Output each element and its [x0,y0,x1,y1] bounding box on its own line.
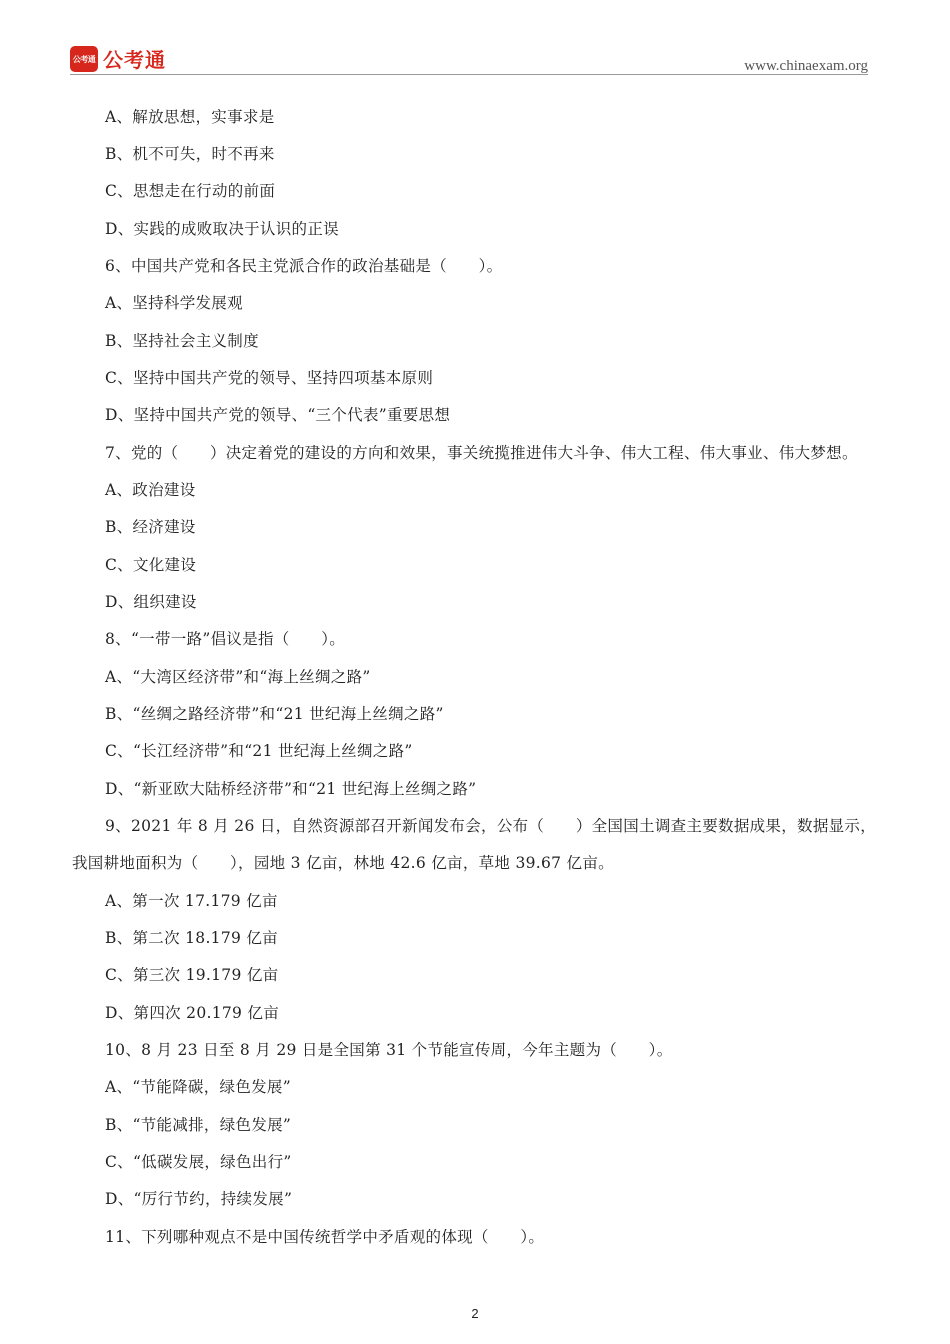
question-line: 8、“一带一路”倡议是指（ ）。 [105,630,346,648]
question-line: 10、8 月 23 日至 8 月 29 日是全国第 31 个节能宣传周，今年主题为（ ）。 [105,1041,673,1059]
option-line: B、机不可失，时不再来 [105,145,275,163]
option-line: C、文化建设 [105,556,197,574]
option-line: B、“节能减排，绿色发展” [105,1116,292,1134]
option-line: D、坚持中国共产党的领导、“三个代表”重要思想 [105,406,451,424]
option-line: D、“厉行节约，持续发展” [105,1190,293,1208]
option-line: D、第四次 20.179 亿亩 [105,1004,280,1022]
option-line: A、“节能降碳，绿色发展” [105,1078,291,1096]
option-line: C、“长江经济带”和“21 世纪海上丝绸之路” [105,742,413,760]
option-line: A、解放思想，实事求是 [105,108,275,126]
question-line: 9、2021 年 8 月 26 日，自然资源部召开新闻发布会，公布（ ）全国国土调查主要数据成果，数据显示， [105,817,877,835]
option-line: A、第一次 17.179 亿亩 [105,892,278,910]
option-line: B、“丝绸之路经济带”和“21 世纪海上丝绸之路” [105,705,444,723]
option-line: D、组织建设 [105,593,197,611]
option-line: B、经济建设 [105,518,196,536]
option-line: B、坚持社会主义制度 [105,332,259,350]
site-url: www.chinaexam.org [744,58,868,74]
page-number: 2 [471,1306,479,1321]
option-line: C、思想走在行动的前面 [105,182,276,200]
header-divider [70,74,868,75]
option-line: A、“大湾区经济带”和“海上丝绸之路” [105,668,371,686]
option-line: C、“低碳发展，绿色出行” [105,1153,292,1171]
option-line: D、实践的成败取决于认识的正误 [105,220,339,238]
logo-text: 公考通 [103,48,166,72]
question-continuation: 我国耕地面积为（ ），园地 3 亿亩，林地 42.6 亿亩，草地 39.67 亿亩。 [72,854,614,872]
option-line: A、坚持科学发展观 [105,294,243,312]
question-line: 6、中国共产党和各民主党派合作的政治基础是（ ）。 [105,257,503,275]
page-header [0,0,950,80]
question-line: 7、党的（ ）决定着党的建设的方向和效果，事关统揽推进伟大斗争、伟大工程、伟大事业、伟大梦想。 [105,444,858,462]
logo-icon: 公考通 [70,46,98,72]
option-line: D、“新亚欧大陆桥经济带”和“21 世纪海上丝绸之路” [105,780,477,798]
option-line: A、政治建设 [105,481,196,499]
option-line: C、坚持中国共产党的领导、坚持四项基本原则 [105,369,434,387]
option-line: B、第二次 18.179 亿亩 [105,929,278,947]
option-line: C、第三次 19.179 亿亩 [105,966,279,984]
question-line: 11、下列哪种观点不是中国传统哲学中矛盾观的体现（ ）。 [105,1228,545,1246]
